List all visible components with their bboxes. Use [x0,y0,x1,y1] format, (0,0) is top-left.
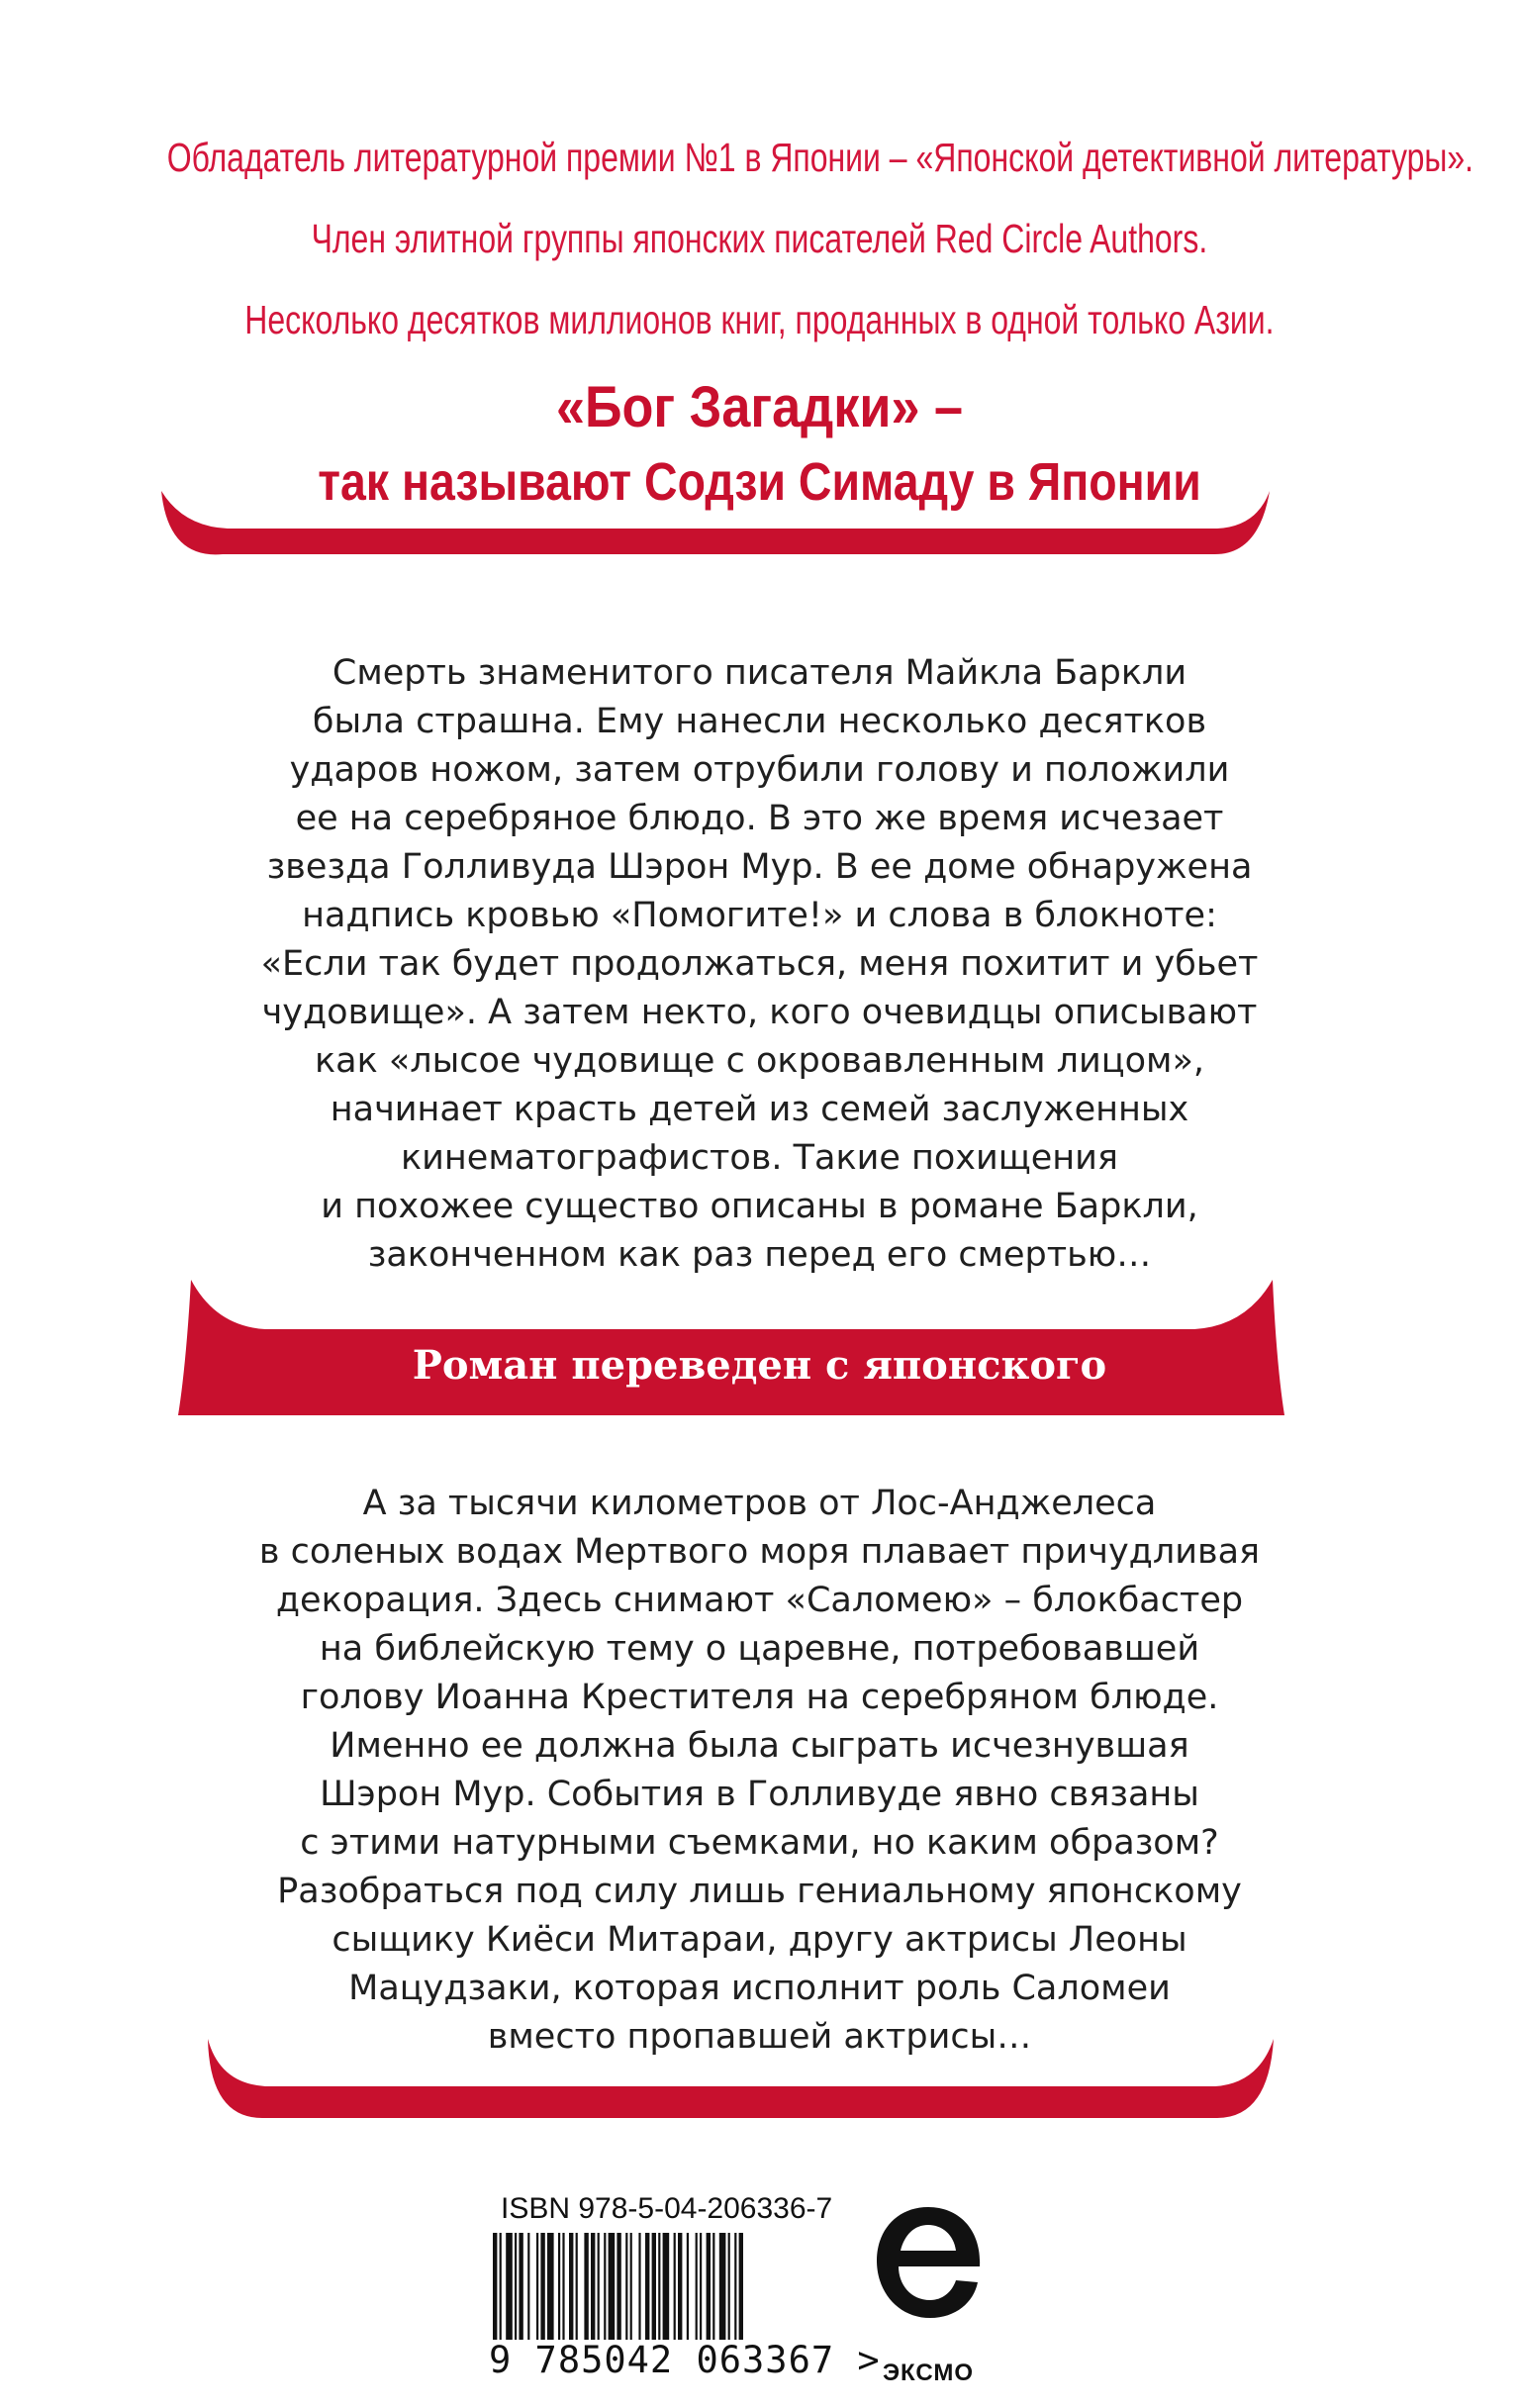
isbn-label: ISBN 978-5-04-206336-7 [501,2192,833,2225]
barcode-bar [658,2233,660,2340]
barcode-bar [645,2233,649,2340]
synopsis-paragraph-1 [0,649,1519,1280]
barcode-bar [674,2233,676,2340]
barcode-bar [687,2233,689,2340]
text-line: чудовище». А затем некто, кого очевидцы описывают [261,993,1258,1032]
translation-note: Роман переведен с японского [412,1342,1107,1389]
text-line: ударов ножом, затем отрубили голову и положили [289,750,1230,790]
barcode-bar [707,2233,711,2340]
text-line: в соленых водах Мертвого моря плавает причудливая [258,1532,1261,1572]
text-line: «Если так будет продолжаться, меня похитит и убьет [260,944,1259,984]
barcode-digits: 9 785042 063367 > [489,2339,881,2381]
barcode-bar [515,2233,517,2340]
text-line: декорация. Здесь снимают «Саломею» – блокбастер [275,1581,1244,1620]
text-line: кинематографистов. Такие похищения [401,1138,1118,1178]
barcode-bar [739,2233,743,2340]
barcode-bar [604,2233,606,2340]
headline-line-2: так называют Содзи Симаду в Японии [318,452,1201,512]
publisher-name: ЭКСМО [882,2360,975,2386]
barcode-bar [734,2233,736,2340]
text-line: надпись кровью «Помогите!» и слова в блокноте: [302,896,1217,935]
barcode-bar [625,2233,627,2340]
barcode-bar [609,2233,616,2340]
text-line: вместо пропавшей актрисы… [487,2017,1032,2057]
blurb-line: Член элитной группы японских писателей Red Circle Authors. [311,216,1208,261]
barcode-bar [712,2233,714,2340]
text-line: законченном как раз перед его смертью… [367,1235,1152,1275]
text-line: была страшна. Ему нанесли несколько десятков [312,702,1207,741]
barcode-bar [728,2233,730,2340]
text-line: Мацудзаки, которая исполнит роль Саломеи [348,1969,1171,2008]
barcode-bar [630,2233,632,2340]
barcode-bar [638,2233,640,2340]
text-line: на библейскую тему о царевне, потребовавшей [319,1629,1200,1669]
barcode-bar [591,2233,595,2340]
text-line: голову Иоанна Крестителя на серебряном блюде. [300,1678,1219,1717]
barcode-bar [584,2233,588,2340]
text-line: как «лысое чудовище с окровавленным лицом», [315,1041,1204,1081]
barcode-bar [652,2233,656,2340]
eksmo-logo-icon [869,2195,988,2354]
text-line: и похожее существо описаны в романе Баркли, [321,1187,1198,1226]
barcode-bar [540,2233,544,2340]
barcode [485,2233,821,2344]
headline-bracket [161,491,1270,554]
barcode-bar [547,2233,554,2340]
text-line: Смерть знаменитого писателя Майкла Баркли [332,653,1187,693]
text-line: Шэрон Мур. События в Голливуде явно связаны [320,1775,1199,1814]
text-line: Разобраться под силу лишь гениальному японскому [277,1872,1242,1911]
text-line: А за тысячи километров от Лос-Анджелеса [362,1484,1157,1523]
barcode-bar [506,2233,513,2340]
headline-line-1: «Бог Загадки» – [555,375,964,439]
barcode-bar [617,2233,620,2340]
text-line: начинает красть детей из семей заслуженных [330,1090,1189,1129]
barcode-bar [576,2233,578,2340]
barcode-bar [493,2233,497,2340]
barcode-bar [562,2233,564,2340]
barcode-bar [719,2233,726,2340]
text-line: Именно ее должна была сыграть исчезнувшая [330,1726,1189,1766]
synopsis-paragraph-2 [0,1480,1519,2062]
barcode-bar [558,2233,560,2340]
barcode-bar [696,2233,698,2340]
barcode-bar [598,2233,600,2340]
barcode-bar [678,2233,682,2340]
text-line: ее на серебряное блюдо. В это же время исчезает [295,799,1224,838]
barcode-bar [519,2233,522,2340]
blurb-line: Несколько десятков миллионов книг, проданных в одной только Азии. [244,297,1275,342]
text-line: сыщику Киёси Митараи, другу актрисы Леоны [332,1920,1187,1960]
blurb-line: Обладатель литературной премии №1 в Японии – «Японской детективной литературы». [166,135,1474,180]
text-line: с этими натурными съемками, но каким образом? [300,1823,1219,1863]
barcode-bar [527,2233,529,2340]
barcode-bar [536,2233,538,2340]
barcode-bar [500,2233,502,2340]
text-line: звезда Голливуда Шэрон Мур. В ее доме обнаружена [266,847,1253,887]
barcode-bar [700,2233,702,2340]
barcode-bar [663,2233,670,2340]
barcode-bar [569,2233,573,2340]
